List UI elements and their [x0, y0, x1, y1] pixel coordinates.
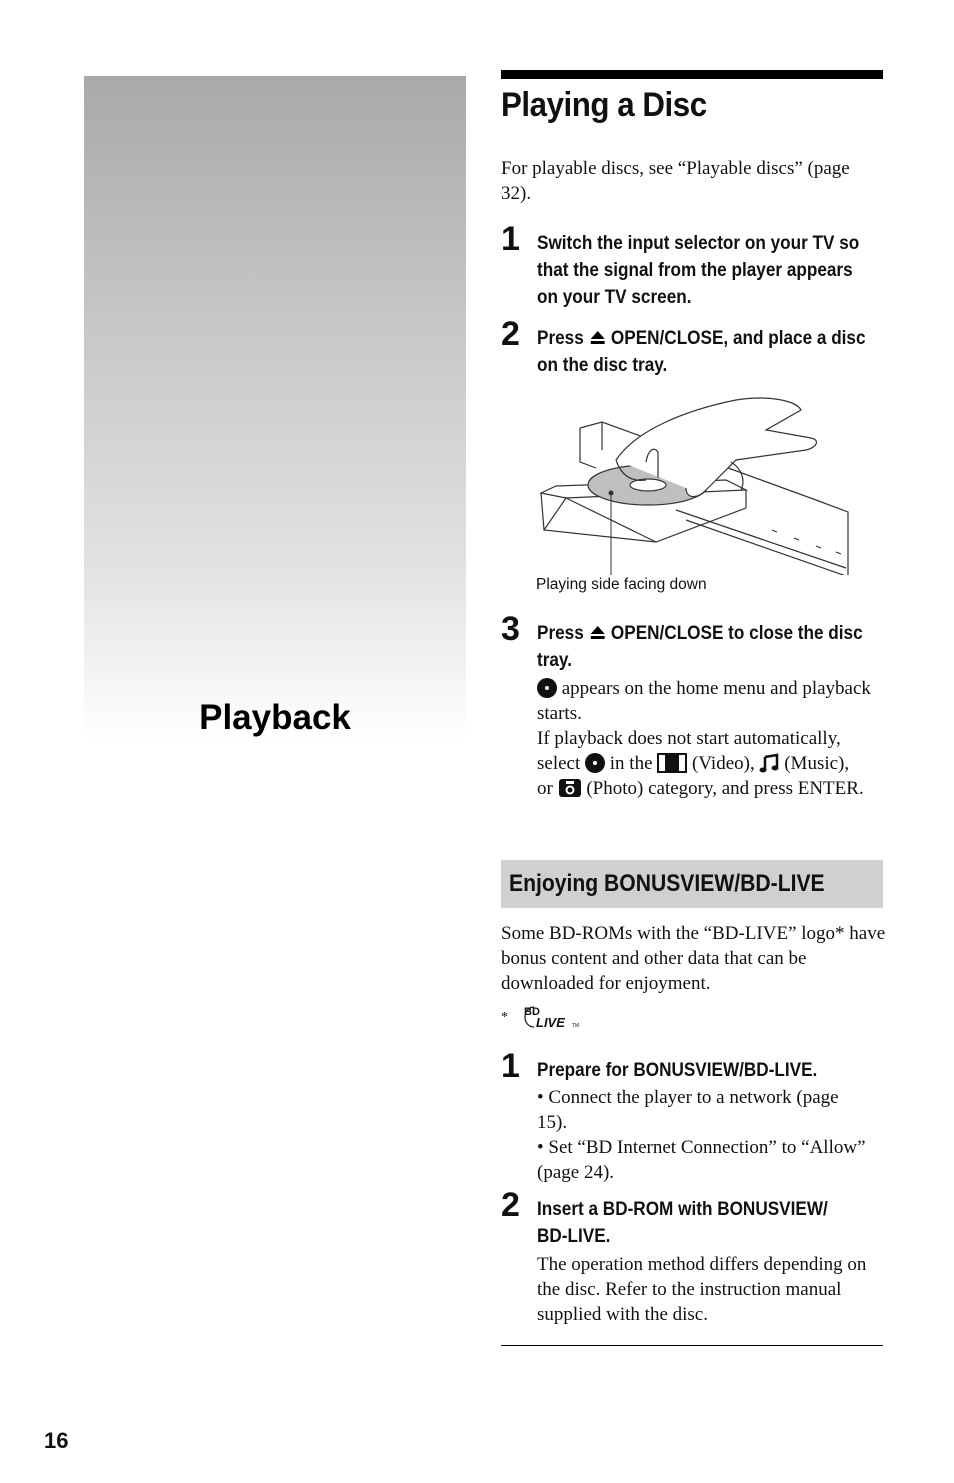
step-3-text: [537, 620, 871, 674]
logo-tm-text: TM: [571, 1023, 579, 1029]
step-2-suffix: OPEN/CLOSE, and place a disc on the disc tray.: [537, 327, 866, 376]
step-2-prefix: Press: [537, 327, 584, 349]
section-banner: [501, 860, 883, 908]
disc-tray-illustration: [536, 390, 851, 575]
bd-live-logo: [512, 1003, 592, 1031]
step-3-body-line2b: in the: [609, 753, 653, 774]
video-label: (Video),: [692, 753, 755, 774]
step-3-body-line2a: If playback does not start automatically, select: [537, 728, 841, 774]
step-3-number: 3: [501, 610, 520, 648]
bottom-rule: [501, 1345, 883, 1346]
logo-live-text: LIVE: [535, 1015, 565, 1030]
step-3-body: [537, 676, 882, 801]
heading-rule: [501, 70, 883, 79]
section-tab-title: Playback: [199, 698, 351, 737]
photo-label: (Photo) category, and press ENTER.: [586, 778, 864, 799]
section-step-2-text: Insert a BD-ROM with BONUSVIEW/ BD-LIVE.: [537, 1198, 828, 1247]
disc-icon: [537, 678, 557, 698]
disc-icon: [585, 753, 605, 773]
step-3-body-line1: appears on the home menu and playback starts.: [537, 678, 871, 724]
bullet-network: • Connect the player to a network (page 15).: [537, 1087, 839, 1133]
step-2-number: 2: [501, 315, 520, 353]
step-2-text: [537, 325, 871, 379]
camera-icon: [558, 778, 582, 798]
section-tab-panel: [84, 76, 466, 740]
video-film-icon: [657, 753, 687, 773]
eject-icon: [590, 331, 604, 345]
section-step-2-number: 2: [501, 1186, 520, 1224]
logo-asterisk: *: [501, 1010, 508, 1025]
bd-live-logo-note: [501, 1003, 592, 1031]
step-1-text: Switch the input selector on your TV so that the signal from the player appears on your TV screen.: [537, 232, 860, 308]
step-1-number: 1: [501, 220, 520, 258]
section-step-2-body: The operation method differs depending on the disc. Refer to the instruction manual supplied with the disc.: [537, 1254, 867, 1325]
logo-bd-text: BD: [523, 1006, 540, 1018]
section-title: Enjoying BONUSVIEW/BD-LIVE: [509, 870, 825, 897]
section-step-1-text: Prepare for BONUSVIEW/BD-LIVE.: [537, 1059, 818, 1081]
bullet-internet-connection: • Set “BD Internet Connection” to “Allow” (page 24).: [537, 1137, 866, 1183]
page-number: 16: [44, 1428, 69, 1453]
page-title: Playing a Disc: [501, 86, 707, 124]
music-note-icon: [759, 753, 779, 773]
step-3-prefix: Press: [537, 622, 584, 644]
music-label: (Music),: [784, 753, 850, 774]
section-step-1-number: 1: [501, 1047, 520, 1085]
step-3-suffix: OPEN/CLOSE to close the disc tray.: [537, 622, 863, 671]
illustration-caption: Playing side facing down: [536, 576, 707, 593]
section-intro: Some BD-ROMs with the “BD-LIVE” logo* have bonus content and other data that can be downloaded for enjoyment.: [501, 923, 886, 994]
intro-paragraph: For playable discs, see “Playable discs” (page 32).: [501, 158, 850, 204]
or-label: or: [537, 778, 553, 799]
eject-icon: [590, 626, 604, 640]
